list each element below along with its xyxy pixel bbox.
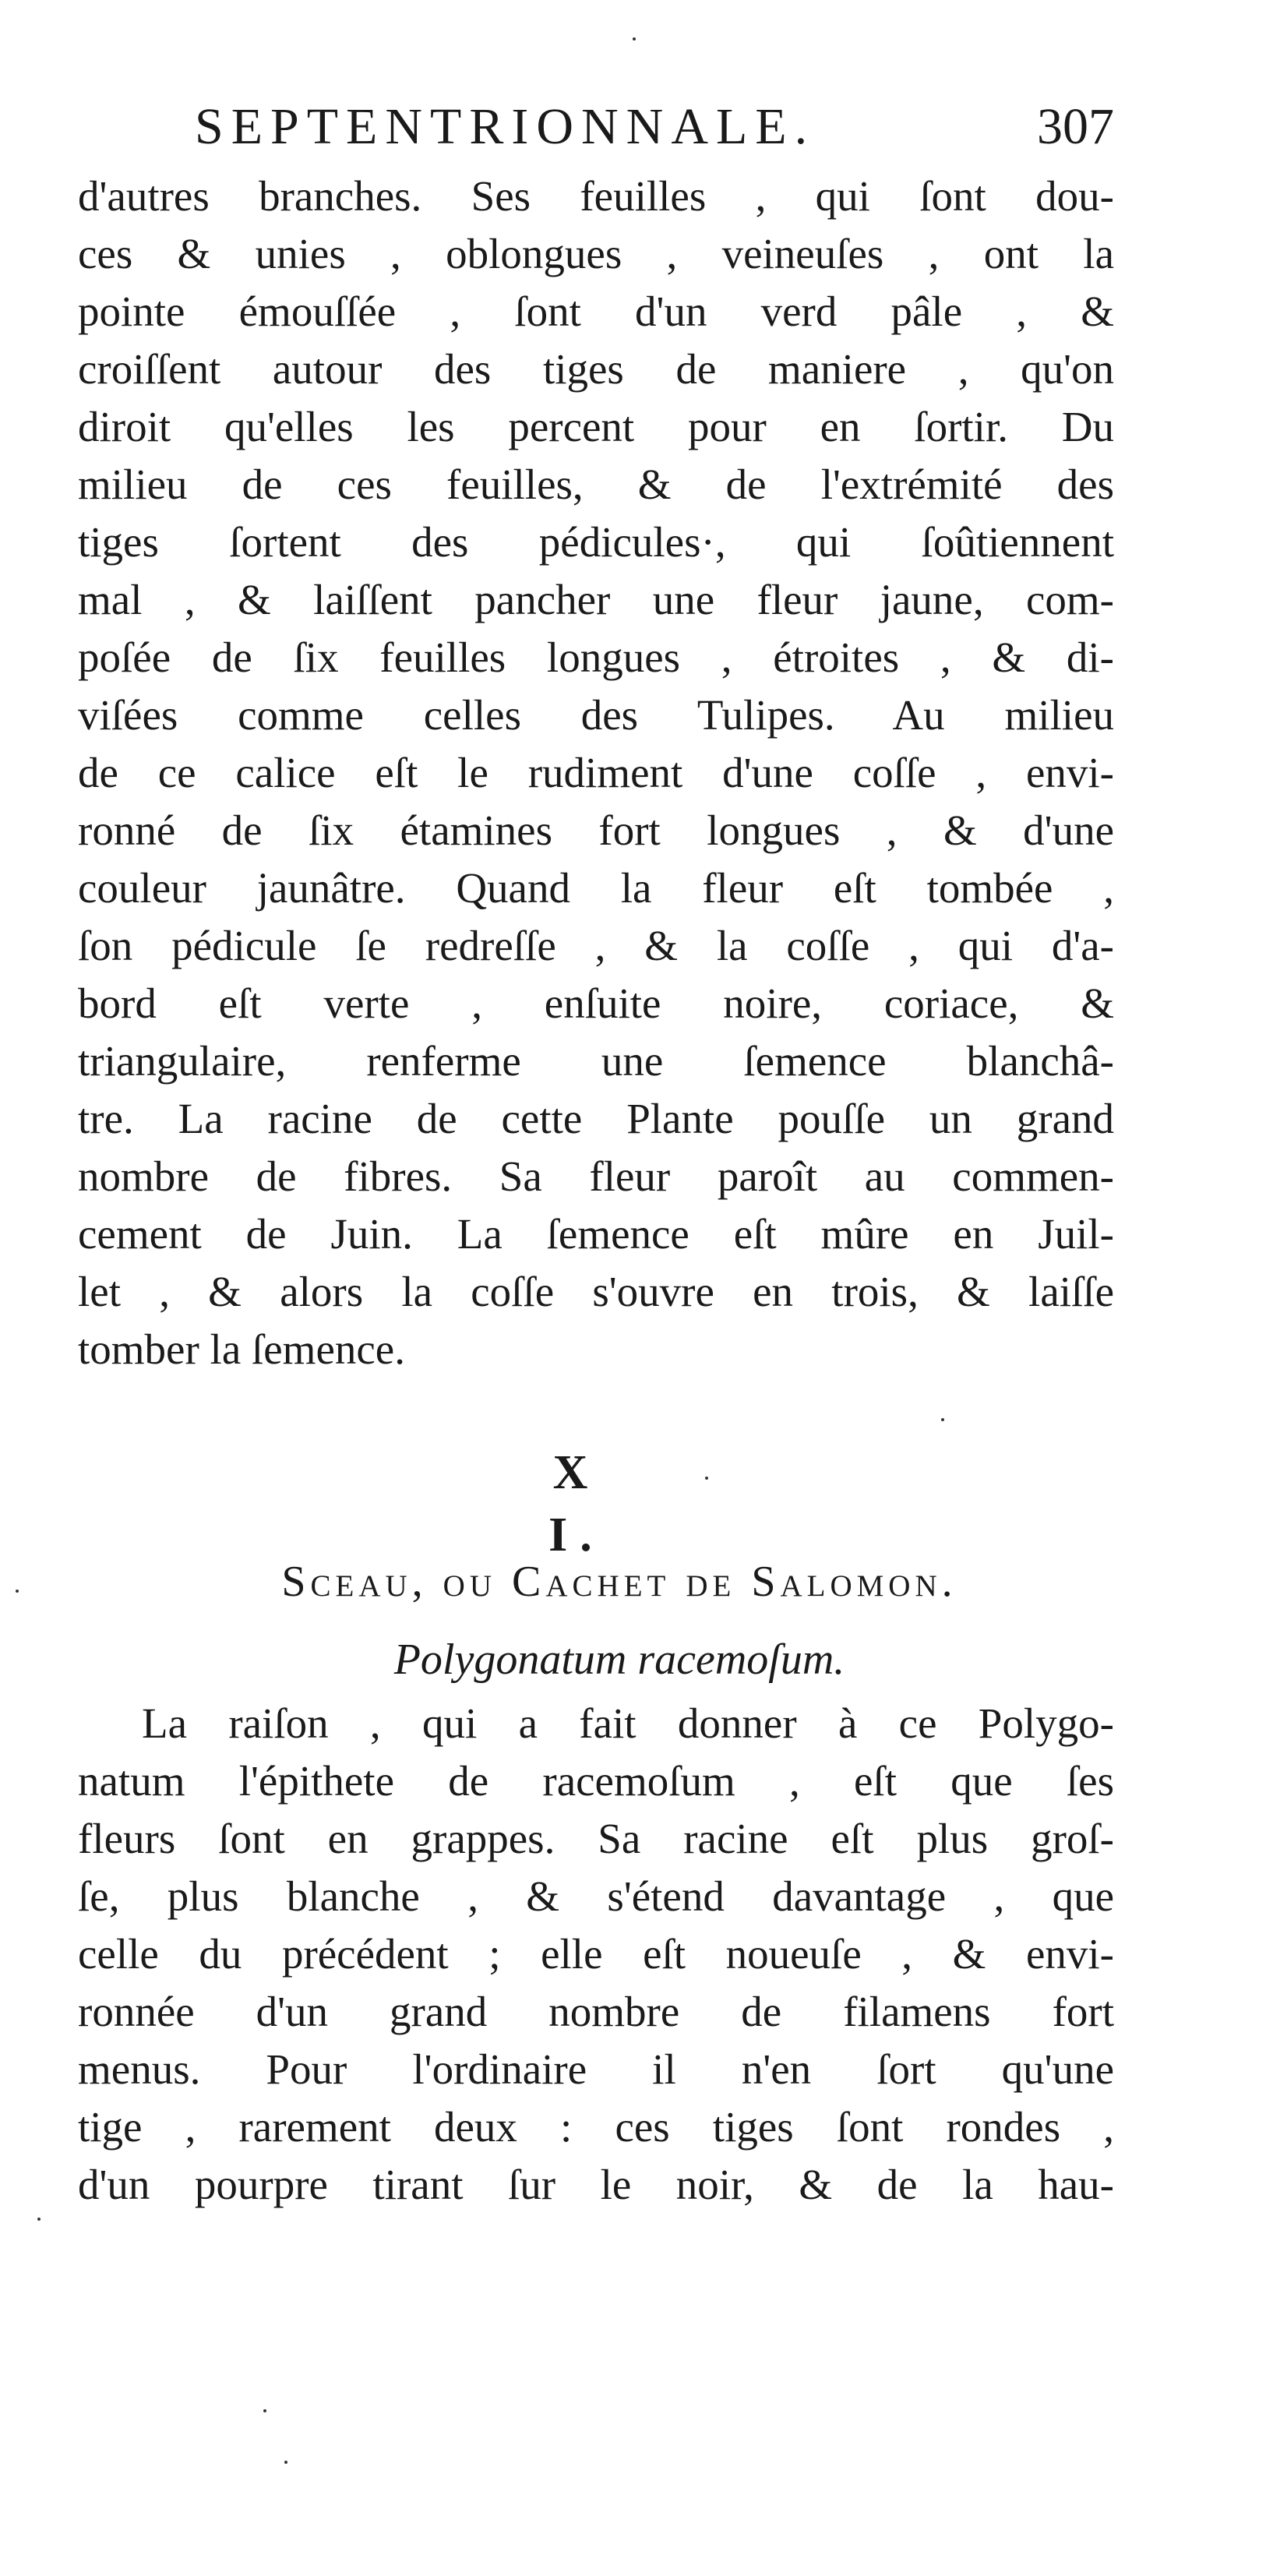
text-line: mal , & laiſſent pancher une fleur jaune, com- [78,576,1114,623]
text-line: diroit qu'elles les percent pour en ſortir. Du [78,403,1114,450]
text-line: croiſſent autour des tiges de maniere , qu'on [78,345,1114,393]
text-line: nombre de fibres. Sa fleur paroît au commen- [78,1152,1114,1200]
print-speck [941,1418,944,1421]
text-line: ces & unies , oblongues , veineuſes , ont la [78,230,1114,277]
text-line: d'un pourpre tirant ſur le noir, & de la hau- [78,2161,1114,2208]
text-line: couleur jaunâtre. Quand la fleur eſt tombée , [78,864,1114,912]
text-line-last: tomber la ſemence. [78,1325,405,1373]
text-line: pointe émouſſée , ſont d'un verd pâle , & [78,288,1114,335]
print-speck [263,2409,266,2412]
section-number: X I. [548,1446,605,1561]
text-line: de ce calice eſt le rudiment d'une coſſe , envi- [78,749,1114,796]
text-line: triangulaire, renferme une ſemence blanchâ- [78,1037,1114,1085]
text-line: ſon pédicule ſe redreſſe , & la coſſe , qui d'a- [78,922,1114,969]
text-line: tre. La racine de cette Plante pouſſe un grand [78,1095,1114,1142]
text-line: d'autres branches. Ses feuilles , qui ſont dou- [78,172,1114,220]
text-line: cement de Juin. La ſemence eſt mûre en Juil- [78,1210,1114,1258]
print-speck [16,1590,19,1593]
print-speck [705,1477,708,1480]
text-line: poſée de ſix feuilles longues , étroites , & di- [78,633,1114,681]
text-line: ronné de ſix étamines fort longues , & d'une [78,806,1114,854]
print-speck [284,2461,287,2464]
print-speck [633,37,636,41]
running-head: SEPTENTRIONNALE. [195,98,816,155]
text-line: ronnée d'un grand nombre de filamens fort [78,1988,1114,2035]
text-line: celle du précédent ; elle eſt noueuſe , & envi- [78,1930,1114,1978]
text-line: menus. Pour l'ordinaire il n'en ſort qu'une [78,2045,1114,2093]
text-line: let , & alors la coſſe s'ouvre en trois, & laiſſe [78,1268,1114,1315]
section-title: Sceau, ou Cachet de Salomon. [281,1558,957,1606]
text-line-indented: La raiſon , qui a fait donner à ce Polygo- [142,1699,1114,1747]
page-header [195,92,1114,162]
text-line: ſe, plus blanche , & s'étend davantage , que [78,1872,1114,1920]
paragraph-body [78,1695,1114,2214]
text-line: tiges ſortent des pédicules·, qui ſoûtiennent [78,518,1114,566]
print-speck [37,2218,41,2221]
text-line: viſées comme celles des Tulipes. Au milieu [78,691,1114,739]
paragraph-continued [78,168,1114,1378]
latin-plant-name: Polygonatum racemoſum. [393,1636,845,1684]
page-number: 307 [1037,98,1114,155]
text-line: natum l'épithete de racemoſum , eſt que ſes [78,1757,1114,1805]
text-line: fleurs ſont en grappes. Sa racine eſt plus groſ- [78,1815,1114,1862]
text-line: milieu de ces feuilles, & de l'extrémité des [78,461,1114,508]
text-line: bord eſt verte , enſuite noire, coriace, & [78,979,1114,1027]
text-line: tige , rarement deux : ces tiges ſont rondes , [78,2103,1114,2151]
